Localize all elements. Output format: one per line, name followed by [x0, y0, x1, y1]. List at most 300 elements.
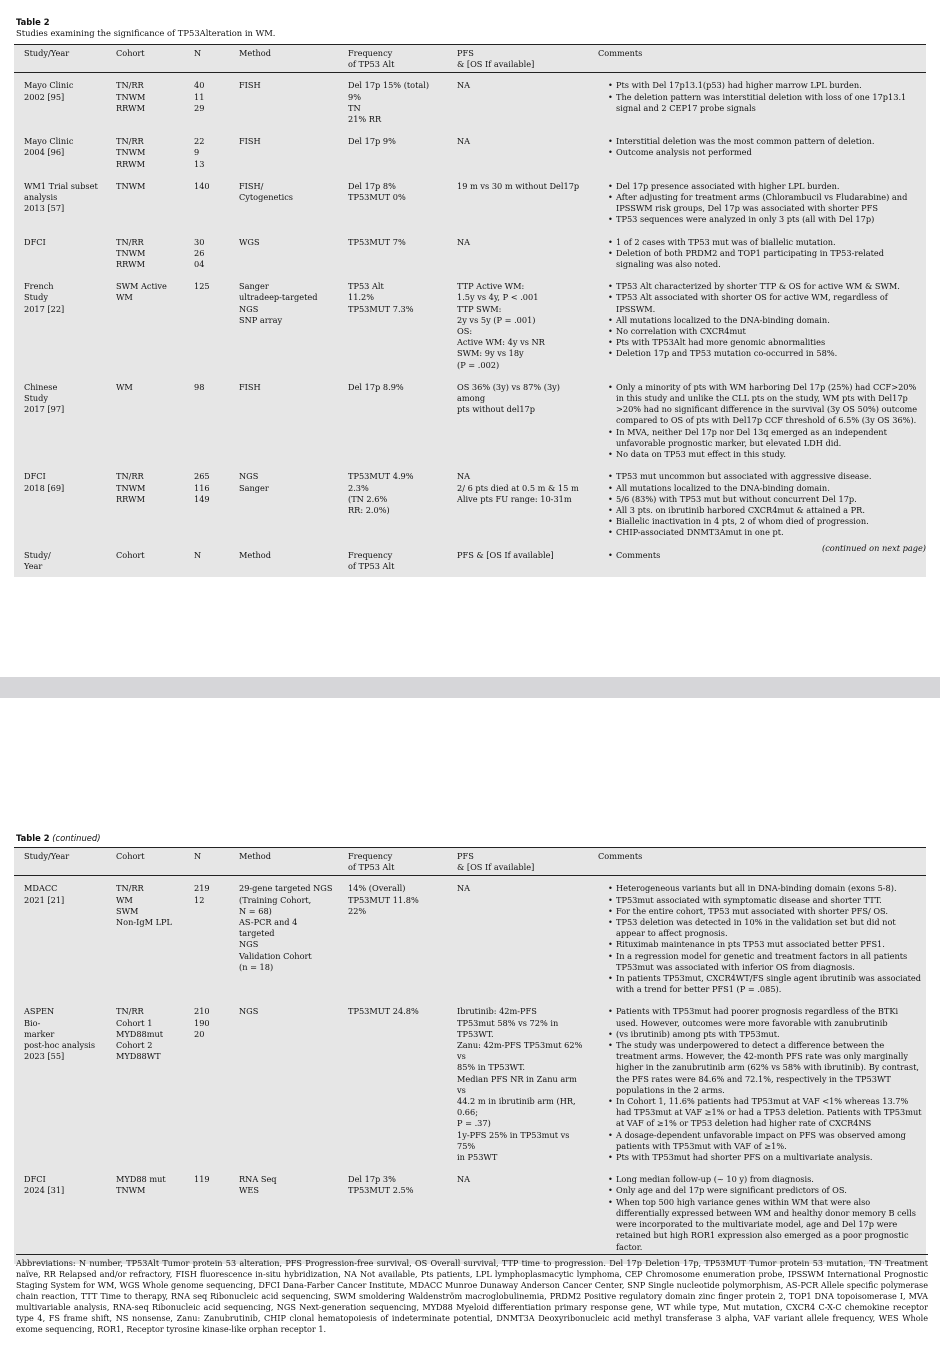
- cell-comments: [588, 471, 926, 549]
- cell-line: 190: [194, 1017, 210, 1028]
- cell-study: [14, 281, 106, 382]
- cell-line: Frequency: [348, 549, 393, 560]
- table-row: [14, 73, 926, 136]
- cell-line: Median PFS NR in Zanu arm vs: [457, 1073, 577, 1095]
- comment-bullet: • When top 500 high variance genes within WM that were also differentially expressed between WM and healthy donor memory B cells were incorporated to the multivariate model, age and Del 17p were retained but high ROR1 expression also emerged as a poor prognostic factor.: [608, 1197, 922, 1253]
- table-label: Table 2: [16, 17, 50, 27]
- cell-study: [14, 382, 106, 471]
- cell-comments: [588, 73, 926, 136]
- cell-line: FISH: [239, 381, 261, 392]
- comment-bullet: • CHIP-associated DNMT3Amut in one pt.: [608, 527, 922, 538]
- cell-method: [229, 181, 338, 237]
- data-table-part-1: [14, 44, 926, 577]
- cell-line: NA: [457, 1174, 471, 1185]
- cell-method: [229, 1174, 338, 1263]
- comment-bullet: • Patients with TP53mut had poorer prognosis regardless of the BTKi used. However, outcomes were more favorable with zanubrutinib: [608, 1006, 922, 1028]
- comment-bullet: • No data on TP53 mut effect in this study.: [608, 449, 922, 460]
- table-row: [14, 281, 926, 382]
- cell-line: 149: [194, 493, 210, 504]
- cell-line: TN/RR: [116, 136, 144, 147]
- cell-line: 2y vs 5y (P = .001): [457, 314, 536, 325]
- cell-line: 1y-PFS 25% in TP53mut vs 75%: [457, 1129, 570, 1151]
- repeat-header-study: [14, 550, 106, 577]
- comment-bullet: • Deletion 17p and TP53 mutation co-occurred in 58%.: [608, 348, 922, 359]
- cell-line: RRWM: [116, 102, 145, 113]
- comment-bullet: • Biallelic inactivation in 4 pts, 2 of whom died of progression.: [608, 516, 922, 527]
- comment-bullet: • In a regression model for genetic and treatment factors in all patients TP53mut was associated with inferior OS from diagnosis.: [608, 951, 922, 973]
- cell-freq: [338, 876, 447, 1007]
- cell-line: SWM: [116, 905, 139, 916]
- cell-line: DFCI: [24, 471, 46, 482]
- cell-pfs: [447, 181, 588, 237]
- cell-pfs: [447, 281, 588, 382]
- comment-bullet: • TP53mut associated with symptomatic disease and shorter TTT.: [608, 895, 922, 906]
- comment-bullet: • (vs ibrutinib) among pts with TP53mut.: [608, 1029, 922, 1040]
- cell-line: 13: [194, 158, 205, 169]
- cell-line: N = 68): [239, 905, 272, 916]
- cell-line: TN: [348, 102, 361, 113]
- cell-study: [14, 1174, 106, 1263]
- cell-line: TNWM: [116, 247, 146, 258]
- cell-line: TP53 Alt: [348, 281, 384, 292]
- cell-line: Method: [239, 549, 271, 560]
- cell-n: [184, 471, 229, 549]
- cell-line: TN/RR: [116, 236, 144, 247]
- cell-line: Study/: [24, 549, 51, 560]
- cell-line: TP53MUT 24.8%: [348, 1006, 419, 1017]
- comment-bullet: • Only a minority of pts with WM harboring Del 17p (25%) had CCF>20% in this study and unlike the CLL pts on the study, WM pts with Del17p >20% had no significant difference in the survival (3y OS 50%) outcome compared to OS of pts with Del17p CCF threshold of 6.5% (3y OS 36%).: [608, 382, 922, 427]
- cell-line: (Training Cohort,: [239, 894, 312, 905]
- cell-line: TP53MUT 4.9%: [348, 471, 414, 482]
- cell-line: post-hoc analysis: [24, 1040, 96, 1051]
- repeat-header-pfs: [447, 550, 588, 577]
- comment-bullet: • Pts with TP53mut had shorter PFS on a multivariate analysis.: [608, 1152, 922, 1163]
- cell-freq: [338, 237, 447, 282]
- cell-method: [229, 281, 338, 382]
- cell-line: N: [194, 549, 202, 560]
- cell-line: TNWM: [116, 482, 146, 493]
- cell-cohort: [106, 1174, 184, 1263]
- cell-line: 2/ 6 pts died at 0.5 m & 15 m: [457, 482, 579, 493]
- cell-line: SWM Active: [116, 281, 167, 292]
- cell-line: 11.2%: [348, 292, 375, 303]
- cell-pfs: [447, 1174, 588, 1263]
- comment-bullet: • In MVA, neither Del 17p nor Del 13q emerged as an independent unfavorable prognostic marker, but elevated LDH did.: [608, 427, 922, 449]
- cell-line: NA: [457, 236, 471, 247]
- cell-n: [184, 382, 229, 471]
- cell-line: 1.5y vs 4y, P < .001: [457, 292, 539, 303]
- cell-line: RRWM: [116, 493, 145, 504]
- comment-bullet: • Heterogeneous variants but all in DNA-binding domain (exons 5-8).: [608, 883, 922, 894]
- cell-line: 19 m vs 30 m without Del17p: [457, 180, 580, 191]
- cell-line: 22%: [348, 905, 367, 916]
- cell-pfs: [447, 73, 588, 136]
- cell-line: 2.3%: [348, 482, 369, 493]
- cell-cohort: [106, 471, 184, 549]
- cell-line: 85% in TP53WT.: [457, 1062, 525, 1073]
- cell-line: TP53mut 58% vs 72% in TP53WT.: [457, 1017, 559, 1039]
- column-header: Frequency of TP53 Alt: [338, 848, 447, 876]
- repeat-header-row: [14, 550, 926, 577]
- cell-line: OS 36% (3y) vs 87% (3y) among: [457, 381, 561, 404]
- cell-line: MYD88mut: [116, 1028, 164, 1039]
- cell-method: [229, 1006, 338, 1174]
- cell-line: NGS: [239, 471, 259, 482]
- cell-line: in P53WT: [457, 1152, 498, 1163]
- comment-bullet: • Pts with TP53Alt had more genomic abnormalities: [608, 337, 922, 348]
- cell-line: PFS & [OS If available]: [457, 549, 554, 560]
- cell-line: TN/RR: [116, 80, 144, 91]
- cell-n: [184, 237, 229, 282]
- cell-comments: [588, 1006, 926, 1174]
- cell-line: RR: 2.0%): [348, 504, 390, 515]
- cell-comments: [588, 237, 926, 282]
- cell-line: Del 17p 8.9%: [348, 381, 404, 392]
- column-header: Cohort: [106, 45, 184, 73]
- cell-cohort: [106, 876, 184, 1007]
- cell-line: 44.2 m in ibrutinib arm (HR,: [457, 1096, 576, 1107]
- cell-line: ultradeep-targeted: [239, 292, 318, 303]
- comment-bullet: • In Cohort 1, 11.6% patients had TP53mut at VAF <1% whereas 13.7% had TP53mut at VAF ≥1% or had a TP53 deletion. Patients with TP53mut at VAF of ≥1% or TP53 deletion had higher rate of CXCR4NS: [608, 1096, 922, 1130]
- cell-line: 14% (Overall): [348, 883, 406, 894]
- comment-bullet: • For the entire cohort, TP53 mut associated with shorter PFS/ OS.: [608, 906, 922, 917]
- cell-line: Alive pts FU range: 10-31m: [457, 493, 572, 504]
- cell-pfs: [447, 471, 588, 549]
- cell-comments: [588, 181, 926, 237]
- cell-line: 265: [194, 471, 210, 482]
- cell-line: of TP53 Alt: [348, 560, 395, 571]
- comment-bullet: • In patients TP53mut, CXCR4WT/FS single agent ibrutinib was associated with a trend for better PFS1 (P = .085).: [608, 973, 922, 995]
- cell-method: [229, 136, 338, 181]
- cell-line: 125: [194, 281, 210, 292]
- cell-line: 30: [194, 236, 205, 247]
- cell-study: [14, 1006, 106, 1174]
- column-header: Study/Year: [14, 45, 106, 73]
- cell-line: 22: [194, 136, 205, 147]
- cell-line: 2017 [22]: [24, 303, 65, 314]
- cell-line: 98: [194, 381, 205, 392]
- cell-line: 2004 [96]: [24, 147, 65, 158]
- column-header: Comments: [588, 45, 926, 73]
- comment-bullet: • TP53 deletion was detected in 10% in the validation set but did not appear to affect prognosis.: [608, 917, 922, 939]
- cell-line: 29: [194, 102, 205, 113]
- cell-line: Bio-: [24, 1017, 41, 1028]
- cell-line: SWM: 9y vs 18y: [457, 348, 524, 359]
- cell-line: TTP SWM:: [457, 303, 502, 314]
- table-row: [14, 382, 926, 471]
- table-row: [14, 237, 926, 282]
- table-header-row: [14, 848, 926, 876]
- cell-line: TP53MUT 7%: [348, 236, 406, 247]
- table-header-row: [14, 45, 926, 73]
- cell-line: Mayo Clinic: [24, 80, 74, 91]
- comment-bullet: • Only age and del 17p were significant predictors of OS.: [608, 1185, 922, 1196]
- cell-line: 11: [194, 91, 205, 102]
- cell-n: [184, 136, 229, 181]
- cell-line: Study: [24, 393, 49, 404]
- cell-pfs: [447, 237, 588, 282]
- cell-n: [184, 1006, 229, 1174]
- cell-line: WM: [116, 381, 133, 392]
- cell-line: 20: [194, 1028, 205, 1039]
- cell-line: NA: [457, 883, 471, 894]
- cell-line: Study: [24, 292, 49, 303]
- cell-line: Active WM: 4y vs NR: [457, 337, 545, 348]
- comment-bullet: • 1 of 2 cases with TP53 mut was of biallelic mutation.: [608, 237, 922, 248]
- cell-line: Del 17p 15% (total) 9%: [348, 80, 430, 102]
- cell-line: MYD88WT: [116, 1051, 161, 1062]
- cell-line: NA: [457, 136, 471, 147]
- cell-method: [229, 382, 338, 471]
- data-table-part-2: [14, 847, 926, 1264]
- table-row: [14, 1174, 926, 1263]
- cell-cohort: [106, 73, 184, 136]
- cell-line: 29-gene targeted NGS: [239, 883, 333, 894]
- cell-pfs: [447, 382, 588, 471]
- cell-comments: [588, 876, 926, 1007]
- cell-line: 9: [194, 147, 200, 158]
- cell-line: pts without del17p: [457, 404, 535, 415]
- cell-study: [14, 876, 106, 1007]
- comment-bullet: • TP53 Alt associated with shorter OS for active WM, regardless of IPSSWM.: [608, 292, 922, 314]
- cell-line: marker: [24, 1028, 55, 1039]
- cell-line: Mayo Clinic: [24, 136, 74, 147]
- cell-comments: [588, 136, 926, 181]
- cell-line: P = .37): [457, 1118, 491, 1129]
- cell-cohort: [106, 281, 184, 382]
- cell-line: Sanger: [239, 281, 269, 292]
- column-header: N: [184, 45, 229, 73]
- continued-note: (continued on next page): [822, 543, 926, 553]
- cell-line: (P = .002): [457, 359, 500, 370]
- cell-line: Non-IgM LPL: [116, 917, 172, 928]
- cell-n: [184, 281, 229, 382]
- cell-line: Ibrutinib: 42m-PFS: [457, 1006, 537, 1017]
- page-separator: [0, 677, 940, 698]
- cell-line: Chinese: [24, 381, 58, 392]
- cell-comments: [588, 281, 926, 382]
- cell-line: 04: [194, 259, 205, 270]
- comment-bullet: • Long median follow-up (~ 10 y) from diagnosis.: [608, 1174, 922, 1185]
- cell-line: TP53MUT 7.3%: [348, 303, 414, 314]
- repeat-header-freq: [338, 550, 447, 577]
- cell-line: NA: [457, 80, 471, 91]
- cell-line: TP53MUT 0%: [348, 192, 406, 203]
- comment-bullet: • No correlation with CXCR4mut: [608, 326, 922, 337]
- comment-bullet: • All mutations localized to the DNA-binding domain.: [608, 483, 922, 494]
- cell-line: NGS: [239, 939, 259, 950]
- comment-bullet: • TP53 sequences were analyzed in only 3 pts (all with Del 17p): [608, 214, 922, 225]
- comment-bullet: • Del 17p presence associated with higher LPL burden.: [608, 181, 922, 192]
- cell-line: AS-PCR and 4 targeted: [239, 917, 298, 939]
- cell-line: 2002 [95]: [24, 91, 65, 102]
- cell-line: 2017 [97]: [24, 404, 65, 415]
- table-row: [14, 181, 926, 237]
- cell-line: TNWM: [116, 147, 146, 158]
- cell-line: 116: [194, 482, 210, 493]
- cell-freq: [338, 1006, 447, 1174]
- comment-bullet: • Pts with Del 17p13.1(p53) had higher marrow LPL burden.: [608, 80, 922, 91]
- cell-freq: [338, 136, 447, 181]
- cell-cohort: [106, 181, 184, 237]
- column-header: Method: [229, 45, 338, 73]
- table-caption: Studies examining the significance of TP53Alteration in WM.: [16, 28, 276, 38]
- column-header: Frequency of TP53 Alt: [338, 45, 447, 73]
- comment-bullet: • Interstitial deletion was the most common pattern of deletion.: [608, 136, 922, 147]
- cell-line: 21% RR: [348, 114, 382, 125]
- cell-freq: [338, 281, 447, 382]
- comment-bullet: • The deletion pattern was interstitial deletion with loss of one 17p13.1 signal and 2 CEP17 probe signals: [608, 92, 922, 114]
- cell-line: Del 17p 3%: [348, 1174, 396, 1185]
- cell-line: Cohort: [116, 549, 145, 560]
- cell-line: MYD88 mut: [116, 1174, 166, 1185]
- comment-bullet: • The study was underpowered to detect a difference between the treatment arms. However, the 42-month PFS rate was only marginally higher in the zanubrutinib arm (62% vs 58% with ibrutinib). By contrast, the PFS rates were 84.6% and 72.1%, respectively in the TP53WT populations in the 2 arms.: [608, 1040, 922, 1096]
- cell-line: 2013 [57]: [24, 203, 65, 214]
- cell-line: Sanger: [239, 482, 269, 493]
- cell-pfs: [447, 136, 588, 181]
- cell-line: 2023 [55]: [24, 1051, 65, 1062]
- cell-line: TN/RR: [116, 1006, 144, 1017]
- cell-n: [184, 181, 229, 237]
- cell-line: 2024 [31]: [24, 1185, 65, 1196]
- cell-line: TP53MUT 2.5%: [348, 1185, 414, 1196]
- cell-line: Del 17p 9%: [348, 136, 396, 147]
- cell-study: [14, 181, 106, 237]
- cell-study: [14, 237, 106, 282]
- cell-line: French: [24, 281, 54, 292]
- cell-study: [14, 471, 106, 549]
- cell-line: Cytogenetics: [239, 192, 294, 203]
- cell-line: NGS: [239, 1006, 259, 1017]
- cell-line: FISH: [239, 80, 261, 91]
- cell-line: TN/RR: [116, 471, 144, 482]
- cell-n: [184, 73, 229, 136]
- column-header: Cohort: [106, 848, 184, 876]
- cell-study: [14, 136, 106, 181]
- cell-study: [14, 73, 106, 136]
- cell-line: FISH: [239, 136, 261, 147]
- table-row: [14, 136, 926, 181]
- cell-line: 0.66;: [457, 1107, 478, 1118]
- cell-line: 210: [194, 1006, 210, 1017]
- comment-bullet: • All mutations localized to the DNA-binding domain.: [608, 315, 922, 326]
- cell-line: RRWM: [116, 158, 145, 169]
- column-header: PFS & [OS If available]: [447, 848, 588, 876]
- cell-method: [229, 876, 338, 1007]
- cell-method: [229, 471, 338, 549]
- cell-line: 2021 [21]: [24, 894, 65, 905]
- comment-bullet: • 5/6 (83%) with TP53 mut but without concurrent Del 17p.: [608, 494, 922, 505]
- cell-line: TNWM: [116, 180, 146, 191]
- cell-cohort: [106, 1006, 184, 1174]
- column-header: Study/Year: [14, 848, 106, 876]
- cell-line: TNWM: [116, 1185, 146, 1196]
- cell-line: SNP array: [239, 314, 283, 325]
- cell-n: [184, 1174, 229, 1263]
- cell-n: [184, 876, 229, 1007]
- cell-line: Validation Cohort: [239, 950, 312, 961]
- cell-line: Cohort 1: [116, 1017, 153, 1028]
- cell-line: 2018 [69]: [24, 482, 65, 493]
- cell-line: WM1 Trial subset: [24, 180, 98, 191]
- cell-line: (TN 2.6%: [348, 493, 388, 504]
- cell-line: Del 17p 8%: [348, 180, 396, 191]
- comment-bullet: • Rituximab maintenance in pts TP53 mut associated better PFS1.: [608, 939, 922, 950]
- comment-bullet: • After adjusting for treatment arms (Chlorambucil vs Fludarabine) and IPSSWM risk groups, Del 17p was associated with shorter PFS: [608, 192, 922, 214]
- abbreviations-footnote: Abbreviations: N number, TP53Alt Tumor protein 53 alteration, PFS Progression-free survival, OS Overall survival, TTP time to progression. Del 17p Deletion 17p, TP53MUT Tumor protein 53 mutation, TN Treatment naïve, RR Relapsed and/or refractory, FISH fluorescence in-situ hybridization, NA Not available, Pts patients, LPL lymphoplasmacytic lymphoma, CEP Chromosome enumeration probe, IPSSWM International Prognostic Staging System for WM, WGS Whole genome sequencing, DFCI Dana-Farber Cancer Institute, MDACC Munroe Dunaway Anderson Cancer Center, SNP Single nucleotide polymorphism, AS-PCR Allele specific polymerase chain reaction, TTT Time to therapy, RNA seq Ribonucleic acid sequencing, SWM smoldering Waldenström macroglobulinemia, PRDM2 Positive regulatory domain zinc finger protein 2, TOP1 DNA topoisomerase I, MVA multivariable analysis, RNA-seq Ribonucleic acid sequencing, NGS Next-generation sequencing, MYD88 Myeloid differentiation primary response gene, WT while type, Mut mutation, CXCR4 C-X-C chemokine receptor type 4, FS frame shift, NS nonsense, Zanu: Zanubrutinib, CHIP clonal hematopoiesis of indeterminate potential, DNMT3A Deoxyribonucleic acid methyl transferase 3 alpha, VAF variant allele frequency, WES Whole exome sequencing, ROR1, Receptor tyrosine kinase-like orphan receptor 1.: [16, 1254, 928, 1335]
- cell-freq: [338, 471, 447, 549]
- cell-line: RNA Seq: [239, 1174, 277, 1185]
- column-header: Method: [229, 848, 338, 876]
- cell-line: TTP Active WM:: [457, 281, 525, 292]
- cell-line: OS:: [457, 326, 473, 337]
- cell-line: Zanu: 42m-PFS TP53mut 62% vs: [457, 1040, 583, 1062]
- cell-line: NGS: [239, 303, 259, 314]
- cell-line: RRWM: [116, 259, 145, 270]
- cell-line: TNWM: [116, 91, 146, 102]
- table-row: [14, 1006, 926, 1174]
- cell-freq: [338, 181, 447, 237]
- table-row: [14, 471, 926, 549]
- cell-line: FISH/: [239, 180, 264, 191]
- cell-line: ASPEN: [24, 1006, 55, 1017]
- cell-line: (n = 18): [239, 961, 274, 972]
- cell-line: TP53MUT 11.8%: [348, 894, 419, 905]
- cell-line: 40: [194, 80, 205, 91]
- cell-line: DFCI: [24, 236, 46, 247]
- repeat-header-method: [229, 550, 338, 577]
- comment-bullet: • Outcome analysis not performed: [608, 147, 922, 158]
- cell-line: WM: [116, 894, 133, 905]
- cell-line: WES: [239, 1185, 260, 1196]
- cell-line: 26: [194, 247, 205, 258]
- cell-pfs: [447, 1006, 588, 1174]
- continued-label: Table 2 (continued): [16, 833, 101, 843]
- repeat-header-comments: • Comments: [588, 550, 926, 577]
- comment-bullet: • A dosage-dependent unfavorable impact on PFS was observed among patients with TP53mut with VAF of ≥1%.: [608, 1130, 922, 1152]
- cell-line: 219: [194, 883, 210, 894]
- comment-bullet: • TP53 mut uncommon but associated with aggressive disease.: [608, 471, 922, 482]
- cell-comments: [588, 382, 926, 471]
- cell-freq: [338, 1174, 447, 1263]
- cell-line: TN/RR: [116, 883, 144, 894]
- repeat-header-n: [184, 550, 229, 577]
- cell-line: WGS: [239, 236, 260, 247]
- cell-line: Year: [24, 560, 43, 571]
- cell-comments: [588, 1174, 926, 1263]
- cell-method: [229, 73, 338, 136]
- cell-line: Cohort 2: [116, 1040, 153, 1051]
- cell-cohort: [106, 382, 184, 471]
- repeat-header-cohort: [106, 550, 184, 577]
- cell-line: 12: [194, 894, 205, 905]
- cell-pfs: [447, 876, 588, 1007]
- cell-freq: [338, 382, 447, 471]
- cell-line: analysis: [24, 192, 58, 203]
- column-header: Comments: [588, 848, 926, 876]
- cell-line: 140: [194, 180, 210, 191]
- cell-method: [229, 237, 338, 282]
- table-row: [14, 876, 926, 1007]
- cell-line: WM: [116, 292, 133, 303]
- cell-line: MDACC: [24, 883, 58, 894]
- column-header: N: [184, 848, 229, 876]
- comment-bullet: • TP53 Alt characterized by shorter TTP & OS for active WM & SWM.: [608, 281, 922, 292]
- column-header: PFS & [OS If available]: [447, 45, 588, 73]
- cell-cohort: [106, 237, 184, 282]
- cell-line: DFCI: [24, 1174, 46, 1185]
- cell-line: NA: [457, 471, 471, 482]
